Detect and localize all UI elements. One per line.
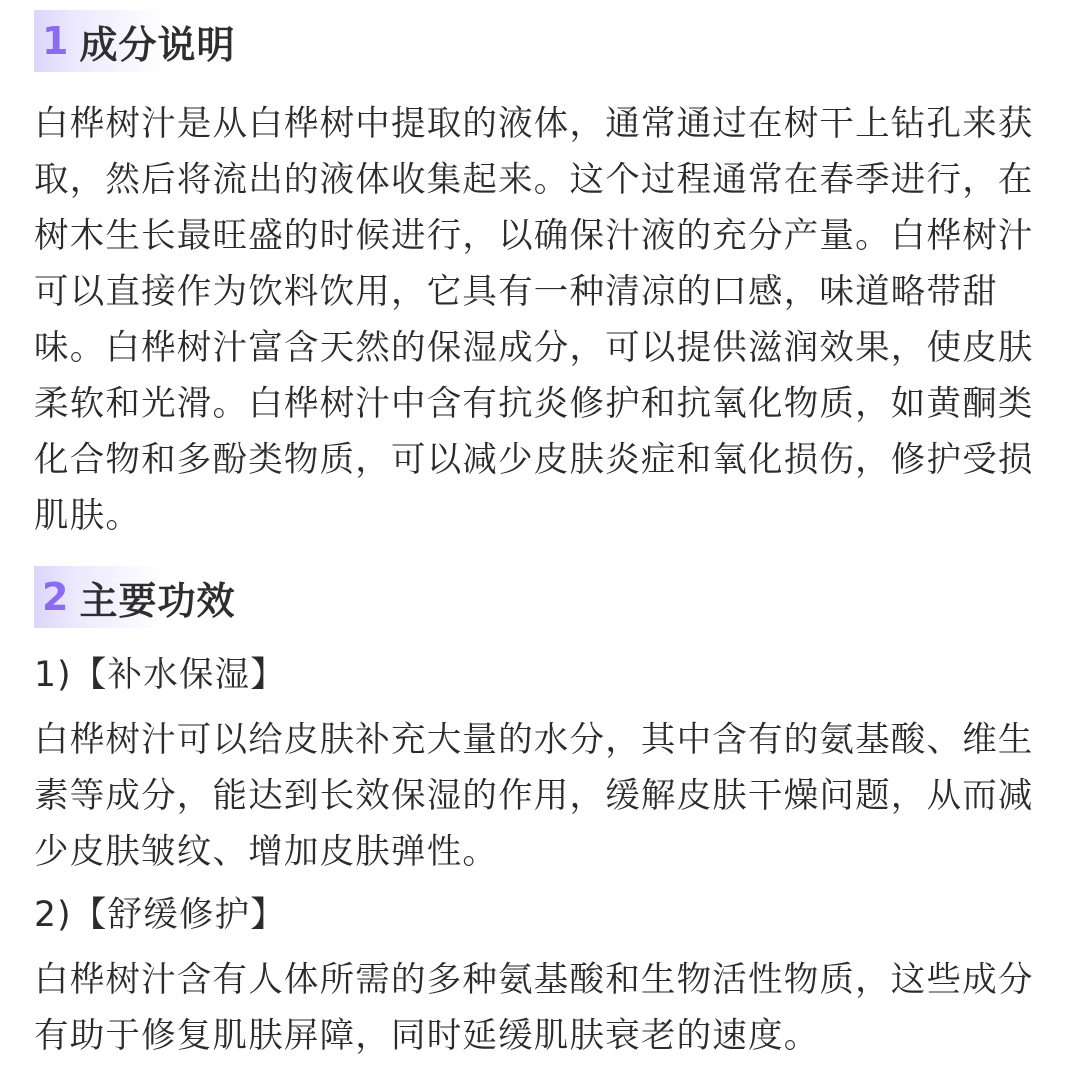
section-title: 成分说明: [79, 22, 236, 67]
section-heading-ingredients: [34, 10, 1034, 72]
effect-heading-hydration: 1)【补水保湿】: [34, 655, 287, 695]
ingredient-description: 白桦树汁是从白桦树中提取的液体，通常通过在树干上钻孔来获取，然后将流出的液体收集起来。这个过程通常在春季进行，在树木生长最旺盛的时候进行，以确保汁液的充分产量。白桦树汁可以直接作为饮料饮用，它具有一种清凉的口感，味道略带甜味。白桦树汁富含天然的保湿成分，可以提供滋润效果，使皮肤柔软和光滑。白桦树汁中含有抗炎修护和抗氧化物质，如黄酮类化合物和多酚类物质，可以减少皮肤炎症和氧化损伤，修护受损肌肤。: [34, 104, 1034, 536]
section-heading-effects: [34, 566, 1034, 628]
section-number: 2: [42, 575, 70, 619]
effect-text-soothing: 白桦树汁含有人体所需的多种氨基酸和生物活性物质，这些成分有助于修复肌肤屏障，同时延缓肌肤衰老的速度。: [34, 960, 1034, 1056]
section-title: 主要功效: [79, 578, 236, 623]
effect-heading-soothing: 2)【舒缓修护】: [34, 895, 287, 935]
article: [34, 10, 1034, 1064]
effect-text-hydration: 白桦树汁可以给皮肤补充大量的水分，其中含有的氨基酸、维生素等成分，能达到长效保湿的作用，缓解皮肤干燥问题，从而减少皮肤皱纹、增加皮肤弹性。: [34, 720, 1034, 872]
section-number: 1: [42, 19, 70, 63]
